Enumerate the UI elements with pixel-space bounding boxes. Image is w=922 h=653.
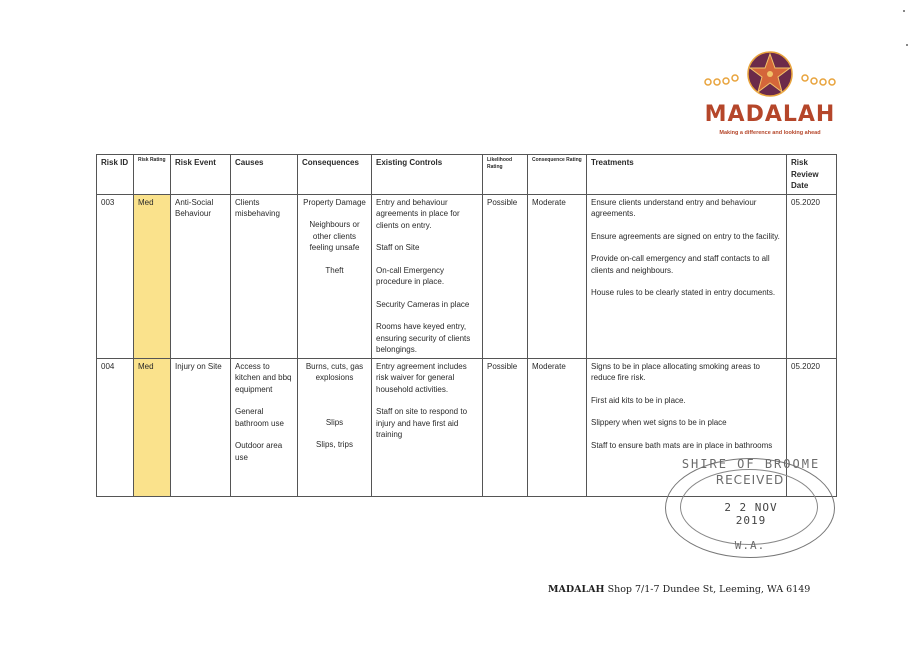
starfish-icon: [700, 44, 840, 104]
control-item: Staff on site to respond to injury and have first aid training: [376, 407, 468, 439]
header-existing-controls: Existing Controls: [372, 155, 483, 195]
logo-tagline: Making a difference and looking ahead: [719, 130, 821, 136]
scan-mark: [903, 10, 905, 12]
control-item: Staff on Site: [376, 243, 420, 252]
header-treatments: Treatments: [587, 155, 787, 195]
cell-risk-rating: Med: [134, 194, 171, 358]
cell-risk-id: 004: [97, 358, 134, 497]
treatment-item: First aid kits to be in place.: [591, 395, 686, 405]
stamp-shire-text: SHIRE OF BROOME: [681, 457, 821, 471]
cell-risk-rating: Med: [134, 358, 171, 497]
footer-brand: MADALAH: [548, 584, 605, 595]
treatment-item: Ensure clients understand entry and behaviour agreements.: [591, 197, 757, 218]
header-risk-event: Risk Event: [171, 155, 231, 195]
cell-risk-event: Anti-Social Behaviour: [171, 194, 231, 358]
control-item: Entry agreement includes risk waiver for general household activities.: [376, 361, 467, 394]
control-item: Security Cameras in place: [376, 299, 470, 309]
scan-mark: [906, 44, 908, 46]
header-risk-rating: Risk Rating: [134, 155, 171, 195]
consequence-item: Theft: [325, 265, 344, 275]
cell-existing-controls: [372, 358, 483, 497]
cell-risk-id: 003: [97, 194, 134, 358]
cell-likelihood-rating: Possible: [483, 194, 528, 358]
cell-consequences: [298, 358, 372, 497]
stamp-date: 2 2 NOV 2019: [724, 501, 778, 527]
footer-address-text: Shop 7/1-7 Dundee St, Leeming, WA 6149: [607, 584, 811, 595]
cause-item: Outdoor area use: [235, 441, 283, 462]
control-item: Entry and behaviour agreements in place for clients on entry.: [376, 197, 460, 230]
stamp-wa-text: W.A.: [734, 539, 766, 552]
treatment-item: House rules to be clearly stated in entry documents.: [591, 288, 776, 297]
cell-consequence-rating: Moderate: [528, 358, 587, 497]
cell-treatments: [587, 194, 787, 358]
cell-consequence-rating: Moderate: [528, 194, 587, 358]
stamp-received-text: RECEIVED: [715, 473, 785, 487]
header-causes: Causes: [231, 155, 298, 195]
header-risk-review-date: Risk Review Date: [787, 155, 837, 195]
cause-item: General bathroom use: [235, 407, 284, 428]
header-likelihood-rating: Likelihood Rating: [483, 155, 528, 195]
cell-existing-controls: [372, 194, 483, 358]
consequence-item: Neighbours or other clients feeling unsafe: [309, 220, 360, 252]
madalah-logo: [700, 44, 840, 140]
cell-causes: [231, 194, 298, 358]
consequence-item: Burns, cuts, gas explosions: [305, 361, 364, 382]
table-header-row: [97, 155, 837, 195]
treatment-item: Slippery when wet signs to be in place: [591, 418, 727, 427]
cell-risk-review-date: 05.2020: [787, 358, 837, 497]
cell-risk-event: Injury on Site: [171, 358, 231, 497]
footer-address: [548, 584, 810, 595]
header-risk-id: Risk ID: [97, 155, 134, 195]
treatment-item: Provide on-call emergency and staff contacts to all clients and neighbours.: [591, 254, 770, 275]
cause-item: Access to kitchen and bbq equipment: [235, 361, 292, 394]
control-item: On-call Emergency procedure in place.: [376, 265, 445, 286]
control-item: Rooms have keyed entry, ensuring security of clients belongings.: [376, 322, 471, 354]
header-consequences: Consequences: [298, 155, 372, 195]
cell-consequences: [298, 194, 372, 358]
table-row: [97, 194, 837, 358]
treatment-item: Ensure agreements are signed on entry to the facility.: [591, 231, 780, 241]
cause-item: Clients misbehaving: [235, 197, 280, 218]
logo-wordmark: MADALAH: [704, 102, 836, 127]
treatment-item: Signs to be in place allocating smoking areas to reduce fire risk.: [591, 361, 760, 382]
consequence-item: Property Damage: [303, 197, 366, 207]
cell-risk-review-date: 05.2020: [787, 194, 837, 358]
consequence-item: Slips, trips: [316, 440, 353, 449]
cell-causes: [231, 358, 298, 497]
treatment-item: Staff to ensure bath mats are in place in bathrooms: [591, 440, 773, 450]
cell-likelihood-rating: Possible: [483, 358, 528, 497]
risk-register-table: [96, 154, 837, 497]
received-stamp: [665, 458, 835, 558]
consequence-item: Slips: [325, 417, 344, 427]
header-consequence-rating: Consequence Rating: [528, 155, 587, 195]
